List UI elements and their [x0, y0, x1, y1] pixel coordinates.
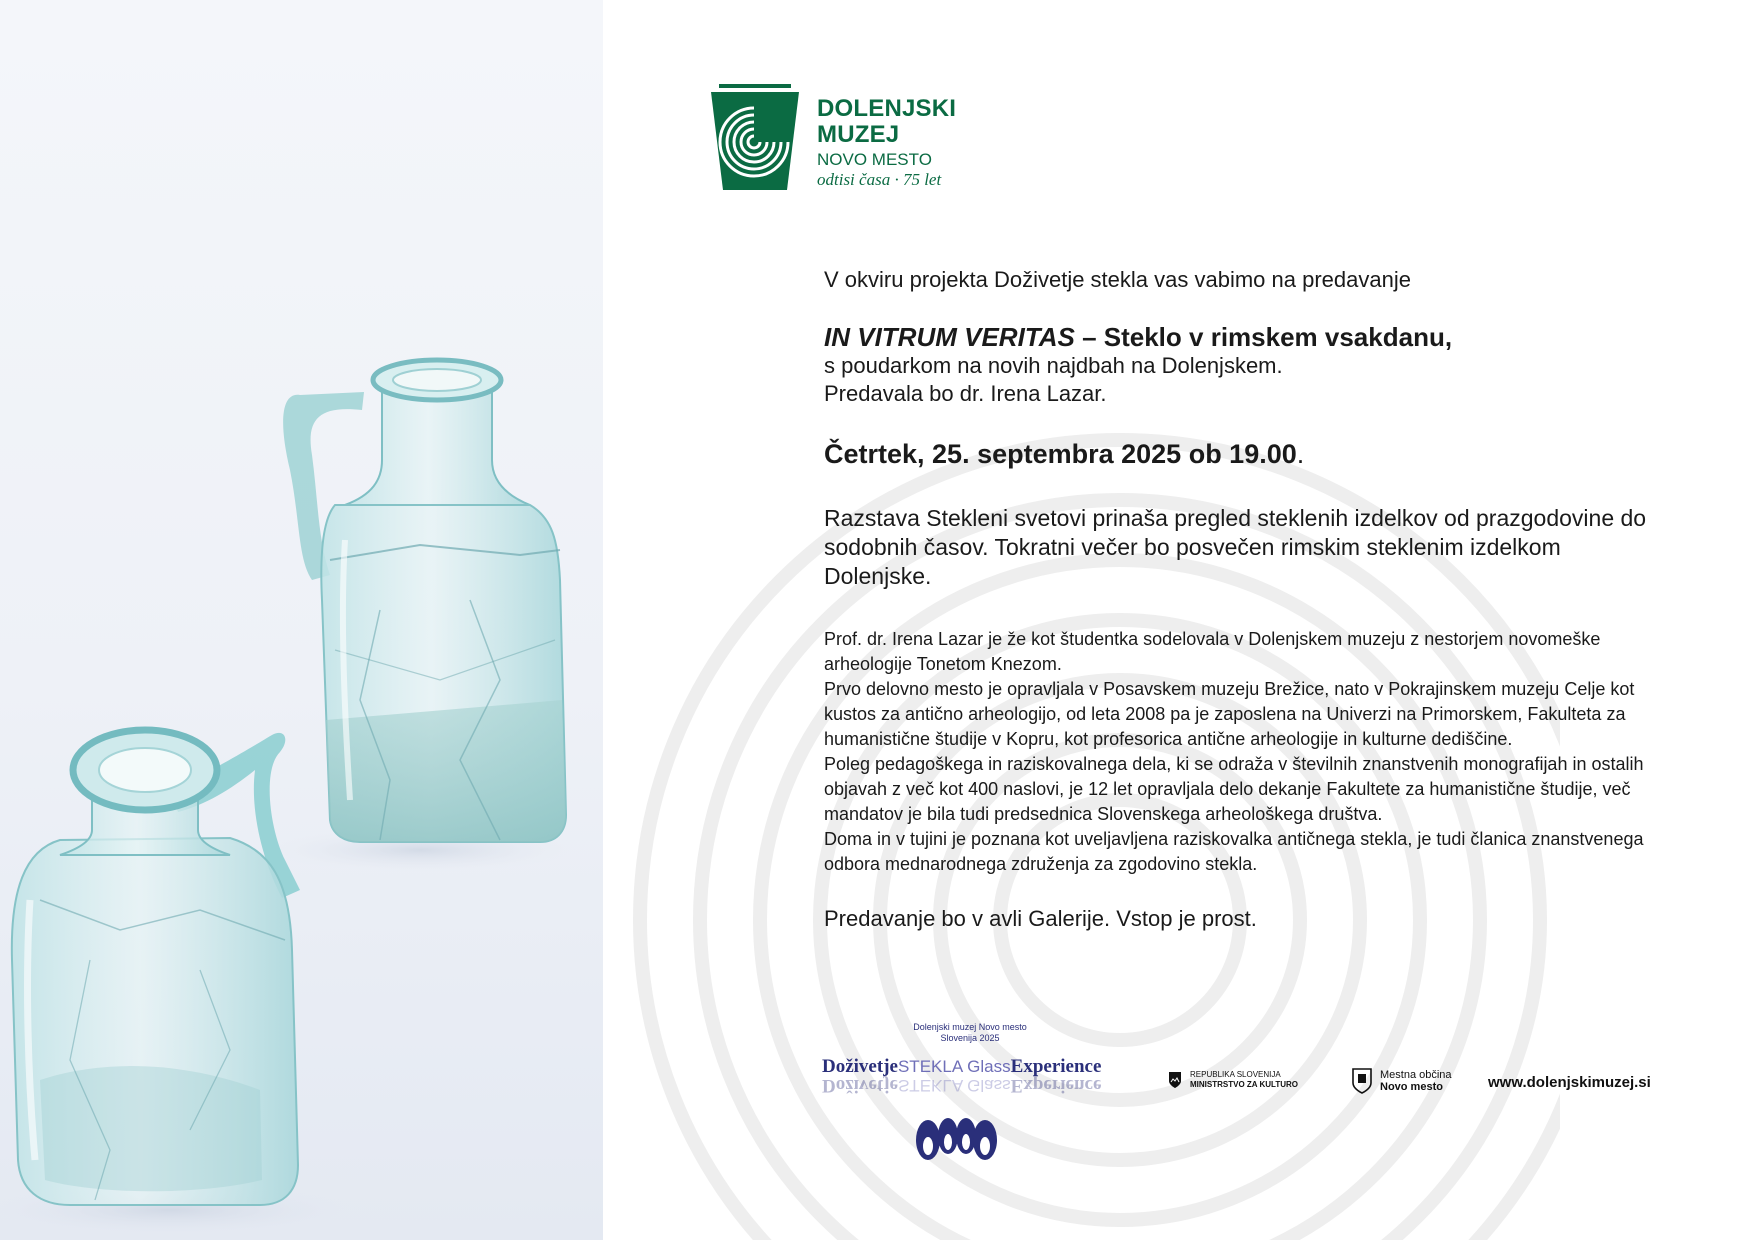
glass-experience-logo: [822, 1022, 1122, 1172]
museum-logo: [705, 82, 956, 194]
museum-tagline: odtisi časa · 75 let: [817, 170, 942, 189]
lecture-title-rest: – Steklo v rimskem vsakdanu,: [1074, 322, 1453, 352]
novo-mesto-crest-icon: [1352, 1068, 1372, 1094]
glass-experience: Experience: [1010, 1056, 1102, 1077]
glass-stekla: STEKLA: [897, 1057, 964, 1076]
lecture-subtitle-1: s poudarkom na novih najdbah na Dolenjskem.: [824, 353, 1283, 378]
closing-note: Predavanje bo v avli Galerije. Vstop je prost.: [824, 906, 1257, 931]
lecture-title: [824, 322, 1664, 352]
ministry-line1: REPUBLIKA SLOVENIJA: [1190, 1070, 1281, 1079]
invitation-content: [824, 266, 1664, 933]
fingerprint-cup-icon: [705, 82, 805, 194]
museum-city: NOVO MESTO: [817, 150, 932, 169]
glass-header-line2: Slovenija 2025: [940, 1033, 1000, 1043]
glass-drops-icon: [914, 1112, 998, 1168]
municipality-line1: Mestna občina: [1380, 1069, 1452, 1081]
website-link[interactable]: www.dolenjskimuzej.si: [1488, 1074, 1651, 1091]
municipality-logo: [1352, 1068, 1452, 1094]
bio-paragraph: Prof. dr. Irena Lazar je že kot študentka sodelovala v Dolenjskem muzeju z nestorjem novomeške arheologije Tonetom Knezom.: [824, 629, 1601, 674]
short-jug: [12, 730, 300, 1205]
bio-paragraph: Doma in v tujini je poznana kot uveljavljena raziskovalka antičnega stekla, je tudi članica znanstvenega odbora mednarodnega združenja za zgodovino stekla.: [824, 829, 1644, 874]
lecturer-bio: [824, 627, 1664, 877]
exhibition-paragraph: Razstava Stekleni svetovi prinaša pregled steklenih izdelkov od prazgodovine do sodobnih časov. Tokratni večer bo posvečen rimskim steklenim izdelkom Dolenjske.: [824, 505, 1647, 589]
lecture-subtitle-2: Predavala bo dr. Irena Lazar.: [824, 381, 1107, 406]
bio-paragraph: Poleg pedagoškega in raziskovalnega dela, ki se odraža v številnih znanstvenih monografijah in ostalih objavah z več kot 400 naslovi, je 12 let opravljala delo dekanje Fakultete za humanistične študije, več mandatov je bila tudi predsednica Slovenskega arheološkega društva.: [824, 754, 1644, 824]
lecture-title-italic: IN VITRUM VERITAS: [824, 322, 1075, 352]
bio-paragraph: Prvo delovno mesto je opravljala v Posavskem muzeju Brežice, nato v Pokrajinskem muzeju Celje kot kustos za antično arheologijo, od leta 2008 pa je zaposlena na Univerzi na Primorskem, Fakulteta za humanistične študije v Kopru, kot profesorica antične arheologije in kulturne dediščine.: [824, 679, 1635, 749]
tall-jug: [283, 360, 566, 842]
lecture-date-period: .: [1296, 439, 1305, 469]
municipality-line2: Novo mesto: [1380, 1081, 1443, 1093]
invitation-intro: V okviru projekta Doživetje stekla vas vabimo na predavanje: [824, 267, 1411, 292]
glass-jugs-photo: [0, 0, 603, 1240]
ministry-line2: MINISTRSTVO ZA KULTURO: [1190, 1080, 1298, 1089]
glass-glass: Glass: [967, 1057, 1011, 1076]
lecture-date-text: Četrtek, 25. septembra 2025 ob 19.00: [824, 439, 1297, 469]
slovenian-coat-of-arms-icon: [1168, 1071, 1182, 1089]
ministry-of-culture-logo: [1168, 1070, 1298, 1090]
glass-dozivetje: Doživetje: [822, 1056, 898, 1077]
lecture-date: [824, 438, 1664, 470]
museum-name-line1: DOLENJSKI: [817, 95, 957, 122]
glass-wordmark-reflection: DoživetjeSTEKLA GlassExperience: [822, 1075, 1102, 1096]
museum-name-line2: MUZEJ: [817, 121, 900, 148]
glass-header-line1: Dolenjski muzej Novo mesto: [913, 1022, 1027, 1032]
